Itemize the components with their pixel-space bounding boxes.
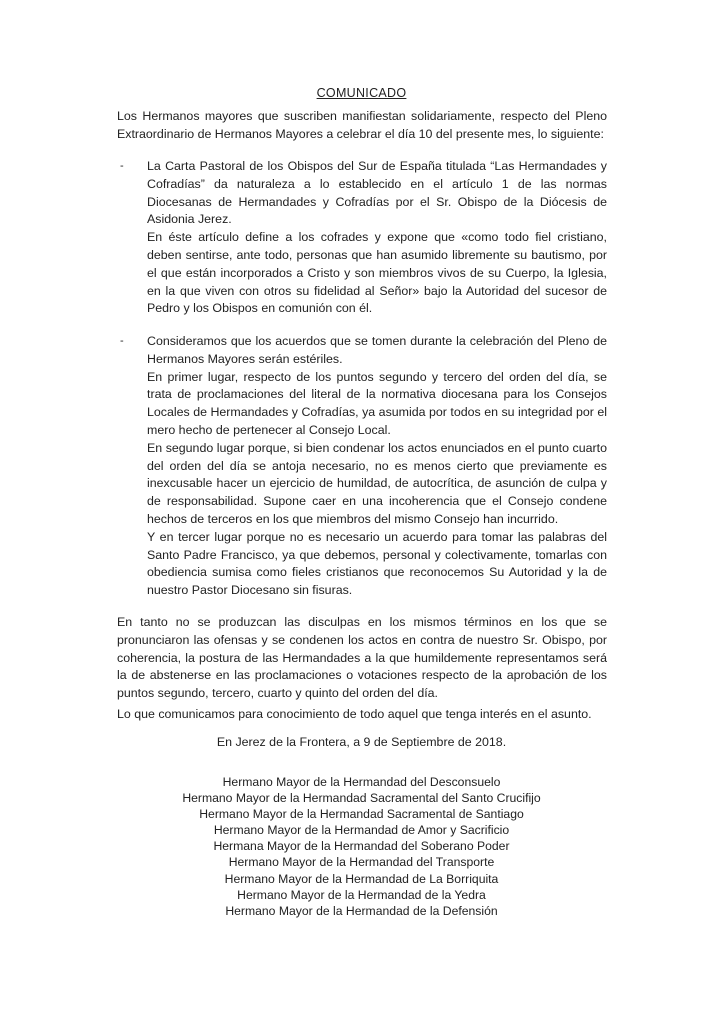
item-paragraph: En segundo lugar porque, si bien condenar los actos enunciados en el punto cuarto del orden del día se antoja necesario, no es menos cierto que previamente es inexcusable hacer un ejercicio de humildad, de autocrítica, de asunción de culpa y de responsabilidad. Supone caer en una incoherencia que el Consejo condene hechos de terceros en los que miembros del mismo Consejo han incurrido. — [147, 440, 607, 526]
item-paragraph: Consideramos que los acuerdos que se tomen durante la celebración del Pleno de Hermanos Mayores serán estériles. — [147, 334, 607, 366]
bullet-marker: - — [120, 160, 124, 172]
signature-line: Hermano Mayor de la Hermandad de la Defensión — [225, 903, 498, 918]
item-paragraph: En primer lugar, respecto de los puntos segundo y tercero del orden del día, se trata de proclamaciones del literal de la normativa diocesana para los Consejos Locales de Hermandades y Cofradías, ya asumida por todos en su integridad por el mero hecho de pertenecer al Consejo Local. — [147, 369, 607, 437]
notice-paragraph: Lo que comunicamos para conocimiento de todo aquel que tenga interés en el asunto. — [117, 707, 592, 721]
item-paragraph: Y en tercer lugar porque no es necesario un acuerdo para tomar las palabras del Santo Padre Francisco, ya que debemos, personal y colectivamente, tomarlas con obediencia sumisa como fieles cristianos que reconocemos Su Autoridad y la de nuestro Pastor Diocesano sin fisuras. — [147, 529, 607, 598]
signature-line: Hermano Mayor de la Hermandad de la Yedra — [237, 887, 486, 902]
dateline: En Jerez de la Frontera, a 9 de Septiembre de 2018. — [216, 735, 507, 749]
signature-line: Hermano Mayor de la Hermandad de Amor y Sacrificio — [213, 823, 510, 838]
signature-line: Hermano Mayor de la Hermandad Sacramental de Santiago — [199, 807, 524, 822]
document-title: COMUNICADO — [316, 86, 407, 100]
item-paragraph: La Carta Pastoral de los Obispos del Sur de España titulada “Las Hermandades y Cofradías” da naturaleza a lo establecido en el artículo 1 de las normas Diocesanas de Hermandades y Cofradías por el Sr. Obispo de la Diócesis de Asidonia Jerez. — [147, 159, 607, 227]
closing-paragraph: En tanto no se produzcan las disculpas en los mismos términos en los que se pronunciaron las ofensas y se condenen los actos en contra de nuestro Sr. Obispo, por coherencia, la postura de las Hermandades a la que humildemente representamos será la de abstenerse en las proclamaciones o votaciones respecto de la aprobación de los puntos segundo, tercero, cuarto y quinto del orden del día. — [117, 615, 607, 701]
signature-line: Hermano Mayor de la Hermandad del Desconsuelo — [222, 775, 501, 789]
item-paragraph: En éste artículo define a los cofrades y expone que «como todo fiel cristiano, deben sentirse, ante todo, personas que han asumido libremente su bautismo, por el que están incorporados a Cristo y son miembros vivos de su Cuerpo, la Iglesia, en la que viven con otros su fidelidad al Señor» bajo la Autoridad del sucesor de Pedro y los Obispos en comunión con él. — [147, 230, 607, 316]
intro-paragraph: Los Hermanos mayores que suscriben manifiestan solidariamente, respecto del Pleno Extraordinario de Hermanos Mayores a celebrar el día 10 del presente mes, lo siguiente: — [117, 109, 607, 141]
list-item — [120, 158, 607, 318]
signature-line: Hermana Mayor de la Hermandad del Soberano Poder — [213, 839, 510, 854]
bullet-marker: - — [120, 335, 124, 347]
signature-line: Hermano Mayor de la Hermandad Sacramental del Santo Crucifijo — [182, 791, 541, 806]
signature-line: Hermano Mayor de la Hermandad del Transporte — [228, 855, 495, 870]
signature-line: Hermano Mayor de la Hermandad de La Borriquita — [224, 871, 499, 886]
list-item — [120, 333, 607, 600]
signature-list — [0, 774, 723, 919]
